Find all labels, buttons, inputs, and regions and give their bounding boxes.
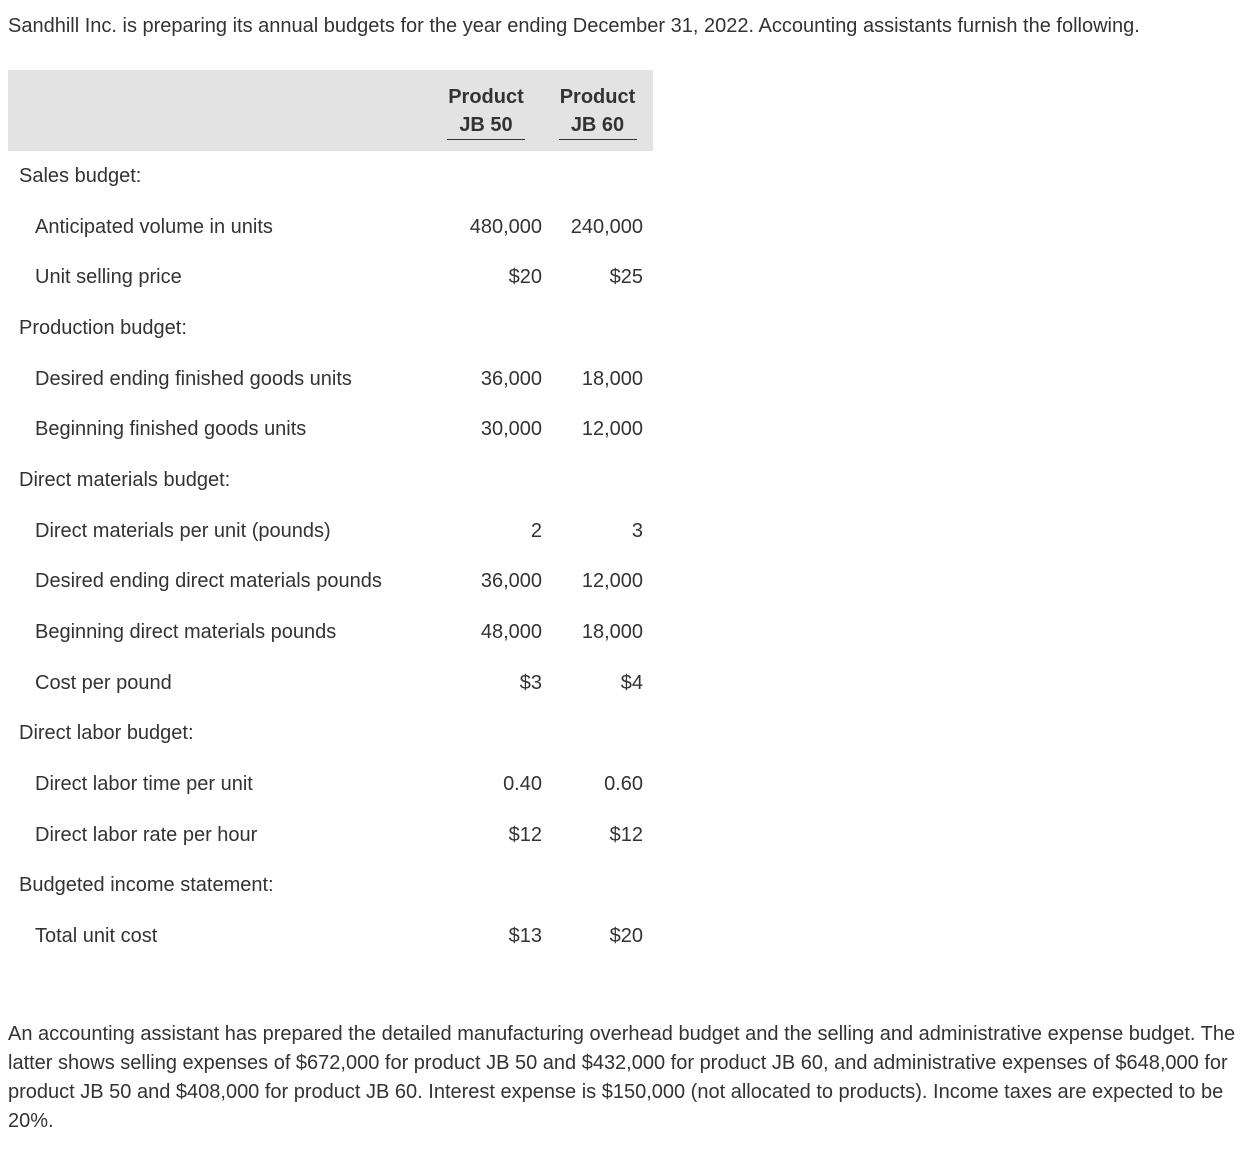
section-row-production-budget [8, 303, 653, 354]
table-row [8, 506, 653, 557]
value-jb50: 48,000 [480, 621, 542, 644]
table-row [8, 557, 653, 608]
value-jb60: 240,000 [570, 215, 643, 238]
row-label: Cost per pound [35, 671, 172, 694]
table-row [8, 354, 653, 405]
table-row [8, 252, 653, 303]
table-row [8, 607, 653, 658]
value-jb50: 36,000 [480, 570, 542, 593]
header-jb50-line2: JB 50 [459, 114, 513, 136]
header-jb60-line2: JB 60 [570, 114, 625, 136]
header-product-jb60 [542, 70, 653, 151]
section-row-direct-labor-budget [8, 709, 653, 760]
table-row [8, 911, 653, 962]
value-jb50: 0.40 [503, 773, 542, 796]
row-label: Unit selling price [35, 266, 182, 289]
header-jb50-line1: Product [448, 86, 524, 108]
table-row [8, 658, 653, 709]
value-jb60: $4 [620, 671, 643, 694]
table-header-row [8, 70, 653, 151]
table-row [8, 759, 653, 810]
value-jb60: 12,000 [581, 418, 643, 441]
table-row [8, 404, 653, 455]
table-row [8, 810, 653, 861]
header-product-jb50 [430, 70, 542, 151]
row-label: Direct labor time per unit [35, 773, 253, 796]
value-jb60: $25 [609, 266, 643, 289]
value-jb60: 18,000 [581, 621, 643, 644]
row-label: Production budget: [19, 316, 187, 339]
row-label: Beginning direct materials pounds [35, 621, 337, 644]
row-label: Direct materials per unit (pounds) [35, 519, 331, 542]
value-jb60: 0.60 [604, 773, 643, 796]
value-jb60: $12 [609, 823, 643, 846]
row-label: Desired ending direct materials pounds [35, 570, 382, 593]
row-label: Direct labor budget: [19, 722, 194, 745]
value-jb50: $13 [508, 925, 542, 948]
value-jb60: 12,000 [581, 570, 643, 593]
intro-text: Sandhill Inc. is preparing its annual budgets for the year ending December 31, 2022. Accounting assistants furnish the following. [8, 15, 1140, 37]
value-jb60: $20 [609, 925, 643, 948]
row-label: Direct materials budget: [19, 468, 231, 491]
row-label: Total unit cost [35, 925, 158, 948]
row-label: Budgeted income statement: [19, 874, 274, 897]
value-jb50: $20 [508, 266, 542, 289]
value-jb50: 2 [530, 519, 542, 542]
outro-paragraph: An accounting assistant has prepared the detailed manufacturing overhead budget and the selling and administrative expense budget. The latter shows selling expenses of $672,000 for product JB 50 and $432,000 for product JB 60, and administrative expenses of $648,000 for product JB 50 and $408,000 for product JB 60. Interest expense is $150,000 (not allocated to products). Income taxes are expected to be 20%. [8, 1023, 1236, 1132]
value-jb60: 18,000 [581, 367, 643, 390]
value-jb50: $3 [519, 671, 542, 694]
row-label: Sales budget: [19, 164, 142, 187]
value-jb50: $12 [508, 823, 542, 846]
value-jb60: 3 [631, 519, 643, 542]
value-jb50: 480,000 [469, 215, 542, 238]
row-label: Beginning finished goods units [35, 418, 307, 441]
value-jb50: 30,000 [480, 418, 542, 441]
section-row-sales-budget [8, 151, 653, 202]
row-label: Anticipated volume in units [35, 215, 273, 238]
value-jb50: 36,000 [480, 367, 542, 390]
table-row [8, 202, 653, 253]
section-row-budgeted-income-statement [8, 861, 653, 912]
budget-data-table [8, 70, 653, 962]
row-label: Direct labor rate per hour [35, 823, 258, 846]
header-blank-cell [8, 70, 430, 151]
header-jb60-line1: Product [559, 86, 636, 108]
row-label: Desired ending finished goods units [35, 367, 352, 390]
section-row-direct-materials-budget [8, 455, 653, 506]
